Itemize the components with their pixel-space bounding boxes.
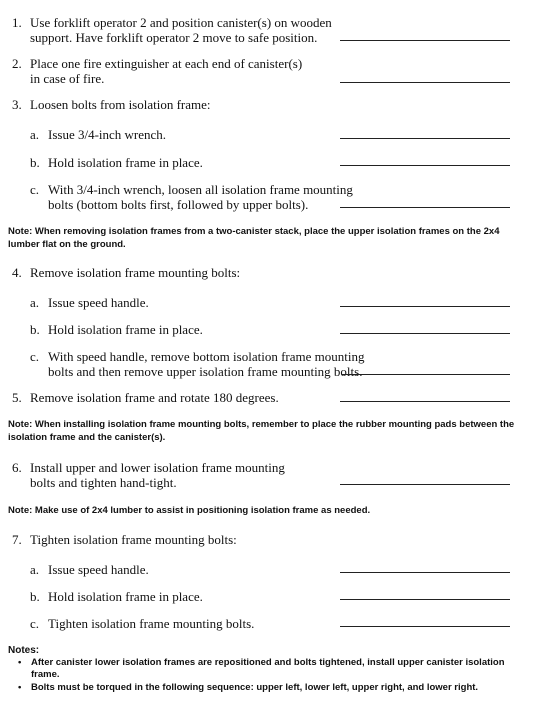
substep-letter: c.: [30, 616, 40, 631]
signoff-line[interactable]: [340, 626, 510, 627]
substep-3b: [30, 155, 330, 171]
step-number: 7.: [12, 532, 22, 547]
substep-7a: [30, 562, 330, 578]
step-number: 3.: [12, 97, 22, 112]
step-4: [12, 265, 512, 281]
substep-text-line: Hold isolation frame in place.: [48, 589, 203, 604]
signoff-line[interactable]: [340, 207, 510, 208]
note-removing-frames: Note: When removing isolation frames from a two-canister stack, place the upper isolation frames on the 2x4 lumber flat on the ground.: [8, 226, 500, 250]
notes-bullet-item: [18, 682, 523, 696]
note-2x4-lumber: Note: Make use of 2x4 lumber to assist in positioning isolation frame as needed.: [8, 505, 371, 516]
step-text-line: Loosen bolts from isolation frame:: [30, 97, 211, 112]
bullet-icon: •: [18, 682, 22, 693]
signoff-line[interactable]: [340, 484, 510, 485]
bullet-text: Bolts must be torqued in the following sequence: upper left, lower left, upper right, and lower right.: [31, 682, 479, 693]
substep-text-line: bolts and then remove upper isolation frame mounting bolts.: [48, 364, 363, 379]
step-number: 2.: [12, 56, 22, 71]
step-text-line: Place one fire extinguisher at each end of canister(s): [30, 56, 303, 71]
step-text-line: Tighten isolation frame mounting bolts:: [30, 532, 237, 547]
signoff-line[interactable]: [340, 40, 510, 41]
step-text-line: in case of fire.: [30, 71, 105, 86]
signoff-line[interactable]: [340, 572, 510, 573]
substep-letter: b.: [30, 322, 40, 337]
step-2: [12, 56, 512, 88]
signoff-line[interactable]: [340, 333, 510, 334]
step-text-line: Install upper and lower isolation frame mounting: [30, 460, 285, 475]
substep-4a: [30, 295, 330, 311]
step-6: [12, 460, 512, 492]
step-text-line: Remove isolation frame mounting bolts:: [30, 265, 241, 280]
signoff-line[interactable]: [340, 306, 510, 307]
substep-text-line: With speed handle, remove bottom isolation frame mounting: [48, 349, 365, 364]
step-1: [12, 15, 512, 47]
step-number: 1.: [12, 15, 22, 30]
substep-text-line: Issue speed handle.: [48, 295, 149, 310]
signoff-line[interactable]: [340, 599, 510, 600]
step-number: 6.: [12, 460, 22, 475]
substep-letter: b.: [30, 155, 40, 170]
step-3: [12, 97, 512, 113]
step-number: 4.: [12, 265, 22, 280]
notes-bullet-item: [18, 657, 523, 683]
substep-text-line: Hold isolation frame in place.: [48, 322, 203, 337]
substep-3a: [30, 127, 330, 143]
substep-text-line: Hold isolation frame in place.: [48, 155, 203, 170]
substep-4c: [30, 349, 370, 381]
substep-letter: c.: [30, 182, 40, 197]
substep-4b: [30, 322, 330, 338]
step-5: [12, 390, 512, 406]
substep-text-line: Tighten isolation frame mounting bolts.: [48, 616, 255, 631]
substep-text-line: bolts (bottom bolts first, followed by upper bolts).: [48, 197, 309, 212]
substep-7c: [30, 616, 330, 632]
substep-text-line: With 3/4-inch wrench, loosen all isolation frame mounting: [48, 182, 353, 197]
step-7: [12, 532, 512, 548]
note-installing-bolts: Note: When installing isolation frame mounting bolts, remember to place the rubber mounting pads between the isolation frame and the canister(s).: [8, 419, 515, 443]
substep-7b: [30, 589, 330, 605]
signoff-line[interactable]: [342, 374, 510, 375]
step-text-line: Remove isolation frame and rotate 180 degrees.: [30, 390, 279, 405]
step-text-line: support. Have forklift operator 2 move to safe position.: [30, 30, 318, 45]
substep-letter: a.: [30, 127, 40, 142]
substep-3c: [30, 182, 370, 214]
substep-text-line: Issue speed handle.: [48, 562, 149, 577]
signoff-line[interactable]: [340, 82, 510, 83]
signoff-line[interactable]: [340, 138, 510, 139]
notes-heading: Notes:: [8, 645, 40, 656]
substep-text-line: Issue 3/4-inch wrench.: [48, 127, 167, 142]
substep-letter: b.: [30, 589, 40, 604]
signoff-line[interactable]: [340, 165, 510, 166]
step-text-line: Use forklift operator 2 and position canister(s) on wooden: [30, 15, 332, 30]
signoff-line[interactable]: [340, 401, 510, 402]
step-number: 5.: [12, 390, 22, 405]
bullet-icon: •: [18, 657, 22, 668]
step-text-line: bolts and tighten hand-tight.: [30, 475, 177, 490]
substep-letter: c.: [30, 349, 40, 364]
substep-letter: a.: [30, 295, 40, 310]
bullet-text: After canister lower isolation frames are repositioned and bolts tightened, install upper canister isolation frame.: [31, 657, 505, 680]
substep-letter: a.: [30, 562, 40, 577]
